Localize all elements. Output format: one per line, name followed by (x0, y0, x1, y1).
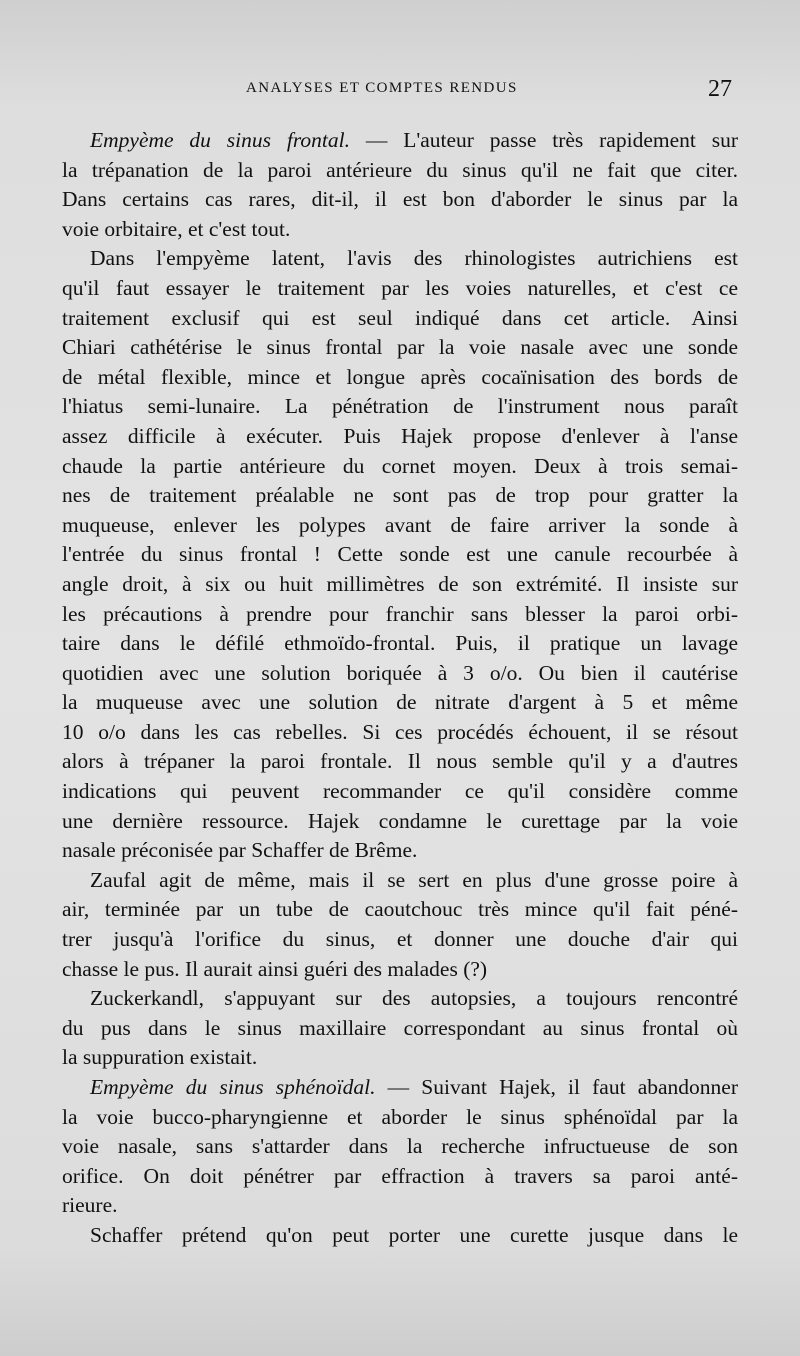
text-run: Zaufal agit de même, mais il se sert en plus d'une grosse poire à (90, 867, 738, 892)
text-run: nasale préconisée par Schaffer de Brême. (62, 838, 418, 863)
text-run: chasse le pus. Il aurait ainsi guéri des malades (?) (62, 956, 488, 981)
text-run: — Suivant Hajek, il faut abandonner (375, 1075, 738, 1099)
text-line (62, 304, 738, 334)
text-run: Zuckerkandl, s'appuyant sur des autopsies, a toujours rencontré (90, 986, 738, 1011)
text-line (62, 511, 738, 541)
text-line (62, 1014, 738, 1044)
running-title: ANALYSES ET COMPTES RENDUS (246, 80, 518, 96)
text-run: alors à trépaner la paroi frontale. Il nous semble qu'il y a d'autres (62, 749, 738, 774)
text-line (62, 1162, 738, 1192)
text-run: les précautions à prendre pour franchir sans blesser la paroi orbi- (62, 601, 738, 626)
text-line (62, 747, 738, 777)
text-line (62, 422, 738, 452)
text-line (62, 185, 738, 215)
text-line (62, 600, 738, 630)
text-run: qu'il faut essayer le traitement par les voies naturelles, et c'est ce (62, 275, 738, 300)
text-run: Dans l'empyème latent, l'avis des rhinologistes autrichiens est (90, 246, 738, 271)
text-run: une dernière ressource. Hajek condamne le curettage par la voie (62, 808, 738, 833)
text-line (62, 1191, 738, 1221)
text-line (62, 955, 738, 985)
text-line (62, 836, 738, 866)
text-line (62, 215, 738, 245)
text-line (62, 481, 738, 511)
italic-heading: Empyème du sinus frontal. (90, 128, 350, 152)
text-line (62, 659, 738, 689)
text-run: nes de traitement préalable ne sont pas de trop pour gratter la (62, 483, 738, 508)
text-run: quotidien avec une solution boriquée à 3 o/o. Ou bien il cautérise (62, 660, 738, 685)
text-line (62, 333, 738, 363)
text-run: muqueuse, enlever les polypes avant de faire arriver la sonde à (62, 512, 738, 537)
text-line (62, 540, 738, 570)
text-run: indications qui peuvent recommander ce qu'il considère comme (62, 779, 738, 804)
text-run: la suppuration existait. (62, 1045, 258, 1070)
text-line (62, 452, 738, 482)
text-run: Chiari cathétérise le sinus frontal par la voie nasale avec une sonde (62, 335, 738, 360)
text-run: l'entrée du sinus frontal ! Cette sonde est une canule recourbée à (62, 542, 738, 567)
text-run: 10 o/o dans les cas rebelles. Si ces procédés échouent, il se résout (62, 719, 738, 744)
text-line (62, 777, 738, 807)
text-run: assez difficile à exécuter. Puis Hajek propose d'enlever à l'anse (62, 423, 738, 448)
text-run: rieure. (62, 1193, 118, 1218)
text-run: l'hiatus semi-lunaire. La pénétration de l'instrument nous paraît (62, 394, 738, 419)
text-run: — L'auteur passe très rapidement sur (349, 128, 738, 152)
text-run: trer jusqu'à l'orifice du sinus, et donner une douche d'air qui (62, 927, 738, 952)
text-line (62, 1221, 738, 1251)
italic-heading: Empyème du sinus sphénoïdal. (90, 1075, 376, 1099)
text-line (62, 244, 738, 274)
text-line (62, 984, 738, 1014)
text-run: la muqueuse avec une solution de nitrate d'argent à 5 et même (62, 690, 738, 715)
text-line (62, 925, 738, 955)
page-number: 27 (708, 76, 732, 102)
text-line (62, 629, 738, 659)
text-run: la trépanation de la paroi antérieure du sinus qu'il ne fait que citer. (62, 157, 738, 182)
text-run: air, terminée par un tube de caoutchouc très mince qu'il fait péné- (62, 897, 738, 922)
text-run: voie nasale, sans s'attarder dans la recherche infructueuse de son (62, 1134, 738, 1159)
text-run: Dans certains cas rares, dit-il, il est bon d'aborder le sinus par la (62, 187, 738, 212)
text-line (62, 1073, 738, 1103)
text-line (62, 274, 738, 304)
text-line (62, 1043, 738, 1073)
text-line (62, 1132, 738, 1162)
text-line (62, 718, 738, 748)
text-line (62, 895, 738, 925)
text-run: angle droit, à six ou huit millimètres de son extrémité. Il insiste sur (62, 571, 738, 596)
text-line (62, 126, 738, 156)
text-run: la voie bucco-pharyngienne et aborder le sinus sphénoïdal par la (62, 1104, 738, 1129)
text-run: du pus dans le sinus maxillaire correspondant au sinus frontal où (62, 1015, 738, 1040)
text-run: Schaffer prétend qu'on peut porter une curette jusque dans le (90, 1222, 738, 1247)
text-run: de métal flexible, mince et longue après cocaïnisation des bords de (62, 364, 738, 389)
text-run: taire dans le défilé ethmoïdo-frontal. Puis, il pratique un lavage (62, 631, 738, 656)
text-line (62, 866, 738, 896)
text-line (62, 807, 738, 837)
text-line (62, 570, 738, 600)
text-run: voie orbitaire, et c'est tout. (62, 216, 291, 241)
text-line (62, 688, 738, 718)
text-line (62, 1103, 738, 1133)
text-run: traitement exclusif qui est seul indiqué dans cet article. Ainsi (62, 305, 738, 330)
text-line (62, 363, 738, 393)
body-text (62, 126, 738, 1251)
text-line (62, 392, 738, 422)
text-run: orifice. On doit pénétrer par effraction à travers sa paroi anté- (62, 1163, 738, 1188)
text-run: chaude la partie antérieure du cornet moyen. Deux à trois semai- (62, 453, 738, 478)
page-header (62, 76, 738, 104)
text-line (62, 156, 738, 186)
